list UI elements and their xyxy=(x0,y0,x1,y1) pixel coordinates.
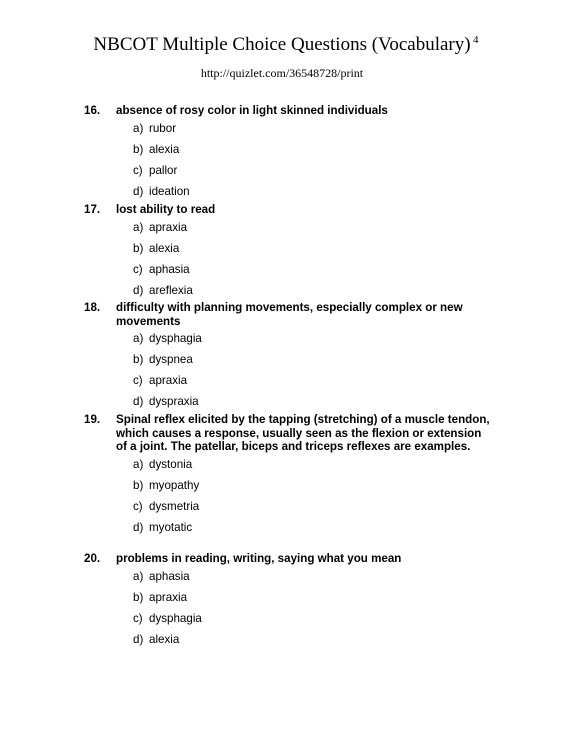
question-number: 16. xyxy=(84,104,101,117)
source-url: http://quizlet.com/36548728/print xyxy=(200,66,364,80)
answer-option xyxy=(133,349,494,370)
answer-options xyxy=(133,566,494,650)
answer-option xyxy=(133,629,494,650)
option-text: dysmetria xyxy=(149,499,200,513)
option-text: dyspraxia xyxy=(149,395,199,408)
answer-option xyxy=(133,454,494,475)
option-letter: c) xyxy=(133,163,143,177)
option-text: apraxia xyxy=(149,590,188,604)
option-letter: c) xyxy=(133,499,143,513)
question-number: 20. xyxy=(84,552,101,565)
option-text: dysphagia xyxy=(149,332,202,345)
answer-option xyxy=(133,566,494,587)
answer-option xyxy=(133,475,494,496)
option-letter: b) xyxy=(133,478,144,492)
option-text: aphasia xyxy=(149,262,190,276)
option-letter: d) xyxy=(133,520,144,534)
answer-option xyxy=(133,280,494,301)
answer-option xyxy=(133,238,494,259)
question-18 xyxy=(84,301,494,412)
question-text: difficulty with planning movements, especially complex or new movements xyxy=(116,301,463,328)
option-text: dystonia xyxy=(149,457,193,471)
option-text: apraxia xyxy=(149,374,188,387)
option-letter: b) xyxy=(133,142,144,156)
option-letter: c) xyxy=(133,374,143,387)
option-letter: a) xyxy=(133,457,144,471)
option-letter: b) xyxy=(133,353,144,366)
question-number: 17. xyxy=(84,203,101,216)
option-letter: c) xyxy=(133,262,143,276)
option-text: pallor xyxy=(149,163,178,177)
question-20 xyxy=(84,552,494,650)
answer-option xyxy=(133,496,494,517)
answer-option xyxy=(133,587,494,608)
option-text: alexia xyxy=(149,142,180,156)
question-text: problems in reading, writing, saying what you mean xyxy=(116,552,402,565)
answer-option xyxy=(133,139,494,160)
question-text: Spinal reflex elicited by the tapping (stretching) of a muscle tendon, which causes a response, usually seen as the flexion or extension of a joint. The patellar, biceps and triceps reflexes are examples. xyxy=(116,413,490,453)
option-letter: a) xyxy=(133,569,144,583)
option-text: areflexia xyxy=(149,283,193,297)
option-letter: d) xyxy=(133,283,144,297)
question-17 xyxy=(84,203,494,301)
option-text: alexia xyxy=(149,632,180,646)
answer-option xyxy=(133,608,494,629)
option-letter: d) xyxy=(133,632,144,646)
answer-options xyxy=(133,118,494,202)
option-text: alexia xyxy=(149,241,180,255)
answer-options xyxy=(133,328,494,412)
page-title: NBCOT Multiple Choice Questions (Vocabulary) xyxy=(93,34,471,55)
answer-options xyxy=(133,217,494,301)
answer-option xyxy=(133,370,494,391)
answer-option xyxy=(133,259,494,280)
option-letter: a) xyxy=(133,332,144,345)
page-number: 4 xyxy=(473,34,479,46)
option-text: rubor xyxy=(149,121,177,135)
answer-options xyxy=(133,454,494,538)
question-19 xyxy=(84,413,494,538)
option-text: myotatic xyxy=(149,520,193,534)
question-number: 18. xyxy=(84,301,101,314)
option-letter: d) xyxy=(133,184,144,198)
answer-option xyxy=(133,160,494,181)
option-text: ideation xyxy=(149,184,190,198)
question-text: absence of rosy color in light skinned individuals xyxy=(116,104,388,117)
option-text: myopathy xyxy=(149,478,200,492)
option-letter: a) xyxy=(133,121,144,135)
option-letter: b) xyxy=(133,241,144,255)
option-letter: b) xyxy=(133,590,144,604)
question-16 xyxy=(84,104,494,202)
answer-option xyxy=(133,391,494,412)
answer-option xyxy=(133,328,494,349)
option-text: aphasia xyxy=(149,569,190,583)
option-letter: d) xyxy=(133,395,144,408)
option-letter: a) xyxy=(133,220,144,234)
option-letter: c) xyxy=(133,611,143,625)
question-text: lost ability to read xyxy=(116,203,216,216)
option-text: dysphagia xyxy=(149,611,202,625)
answer-option xyxy=(133,217,494,238)
answer-option xyxy=(133,118,494,139)
option-text: apraxia xyxy=(149,220,188,234)
answer-option xyxy=(133,181,494,202)
question-number: 19. xyxy=(84,413,101,426)
option-text: dyspnea xyxy=(149,353,193,366)
answer-option xyxy=(133,517,494,538)
